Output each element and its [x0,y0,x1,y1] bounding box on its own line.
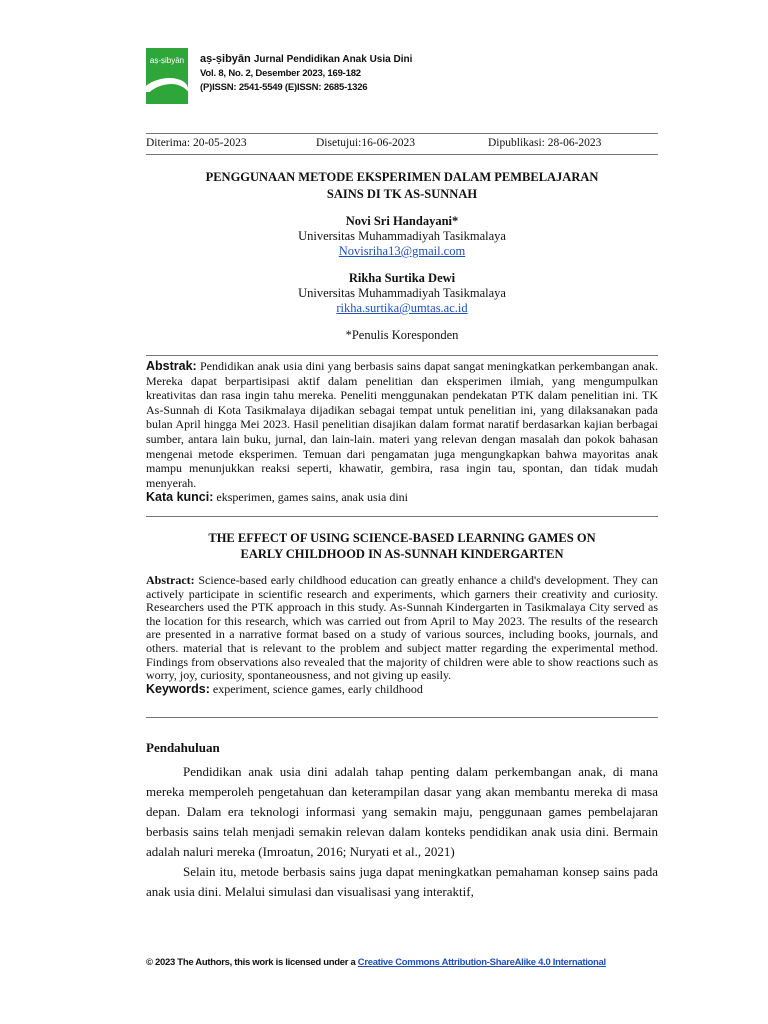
dates-row [146,137,658,149]
license-link[interactable]: Creative Commons Attribution-ShareAlike 4.0 International [357,957,606,968]
footer-text: © 2023 The Authors, this work is licensed under a [146,957,358,968]
journal-title-line [200,52,412,67]
keywords-label: Kata kunci: [146,490,214,505]
journal-volume: Vol. 8, No. 2, Desember 2023, 169-182 [200,68,361,79]
abstract-en [146,574,658,696]
title-line-2: SAINS DI TK AS-SUNNAH [326,187,478,201]
title-en-line-1: THE EFFECT OF USING SCIENCE-BASED LEARNING GAMES ON [208,531,596,545]
keywords-en-text: experiment, science games, early childhood [212,681,423,696]
journal-logo [146,48,188,104]
corresponding-note: *Penulis Koresponden [345,328,459,342]
date-received: Diterima: 20-05-2023 [146,137,247,149]
divider-abstract-top [146,355,658,356]
date-approved: Disetujui:16-06-2023 [316,137,416,149]
abstract-en-label: Abstract: [146,573,195,587]
date-published: Dipublikasi: 28-06-2023 [488,137,602,149]
divider-en-bottom [146,717,658,718]
author-affiliation: Universitas Muhammadiyah Tasikmalaya [298,229,506,243]
journal-info [200,52,412,95]
paragraph: Selain itu, metode berbasis sains juga dapat meningkatkan pemahaman konsep sains pada anak usia dini. Melalui simulasi dan visualisasi yang interaktif, [146,864,658,899]
title-line-1: PENGGUNAAN METODE EKSPERIMEN DALAM PEMBELAJARAN [205,170,599,184]
intro-section [146,740,658,902]
author-block [146,214,658,343]
abstract-id [146,359,658,505]
logo-text: aṣ-ṣibyān [149,56,185,65]
author-name: Rikha Surtika Dewi [348,271,456,285]
journal-subtitle: Jurnal Pendidikan Anak Usia Dini [253,54,413,65]
divider-top [146,133,658,134]
journal-issn: (P)ISSN: 2541-5549 (E)ISSN: 2685-1326 [200,82,368,93]
abstract-en-text: Science-based early childhood education can greatly enhance a child's development. They can actively participate in scientific research and experiments, which garners their creativity and curiosity. Researchers used the PTK approach in this study. As-Sunnah Kindergarten in Tasikmalaya City served as the location for this research, which was carried out from April to May 2023. The results of the research are presented in a narrative format based on a study of various sources, including books, journals, and others. material that is relevant to the problem and subject matter regarding the experimental method. Findings from observations also revealed that the majority of children were able to show reactions such as worry, joy, curiosity, spontaneousness, and not giving up easily. [146,573,658,683]
divider-dates [146,154,658,155]
abstract-label: Abstrak: [146,359,197,373]
author-affiliation: Universitas Muhammadiyah Tasikmalaya [298,286,506,300]
divider-abstract-bottom [146,516,658,517]
paragraph: Pendidikan anak usia dini adalah tahap penting dalam perkembangan anak, di mana mereka memperoleh pengetahuan dan keterampilan dasar yang akan membantu mereka di masa depan. Dalam era teknologi informasi yang semakin maju, penggunaan games pembelajaran berbasis sains telah menjadi semakin relevan dalam konteks pendidikan anak usia dini. Bermain adalah naluri mereka (Imroatun, 2016; Nuryati et al., 2021) [146,764,658,859]
section-heading: Pendahuluan [146,740,220,755]
keywords-text: eksperimen, games sains, anak usia dini [216,490,409,505]
author-email-link[interactable]: Novisriha13@gmail.com [338,244,466,258]
author-email-link[interactable]: rikha.surtika@umtas.ac.id [336,301,468,315]
keywords-en-label: Keywords: [146,681,210,696]
title-en-line-2: EARLY CHILDHOOD IN AS-SUNNAH KINDERGARTEN [240,547,564,561]
journal-name: aṣ-ṣibyān [200,53,251,65]
author-name: Novi Sri Handayani* [345,214,459,228]
license-footer [146,957,658,968]
abstract-text: Pendidikan anak usia dini yang berbasis sains dapat sangat meningkatkan perkembangan anak. Mereka dapat berpartisipasi aktif dalam penelitian dan eksperimen ilmiah, yang mengumpulkan kreativitas dan rasa ingin tahu mereka. Peneliti menggunakan pendekatan PTK dalam penelitian ini. TK As-Sunnah di Kota Tasikmalaya dijadikan sebagai tempat untuk penelitian ini, yang dilaksanakan pada bulan April hingga Mei 2023. Hasil penelitian disajikan dalam format naratif berdasarkan kajian berbagai sumber, antara lain buku, jurnal, dan lain-lain. materi yang relevan dengan masalah dan pokok bahasan mengenai metode eksperimen. Temuan dari pengamatan juga mengungkapkan bahwa mayoritas anak mampu menunjukkan reaksi seperti, khawatir, gembira, rasa ingin tau, spontan, dan tidak mudah menyerah. [146,359,659,490]
paper-title-id [146,169,658,203]
paper-title-en [146,530,658,562]
